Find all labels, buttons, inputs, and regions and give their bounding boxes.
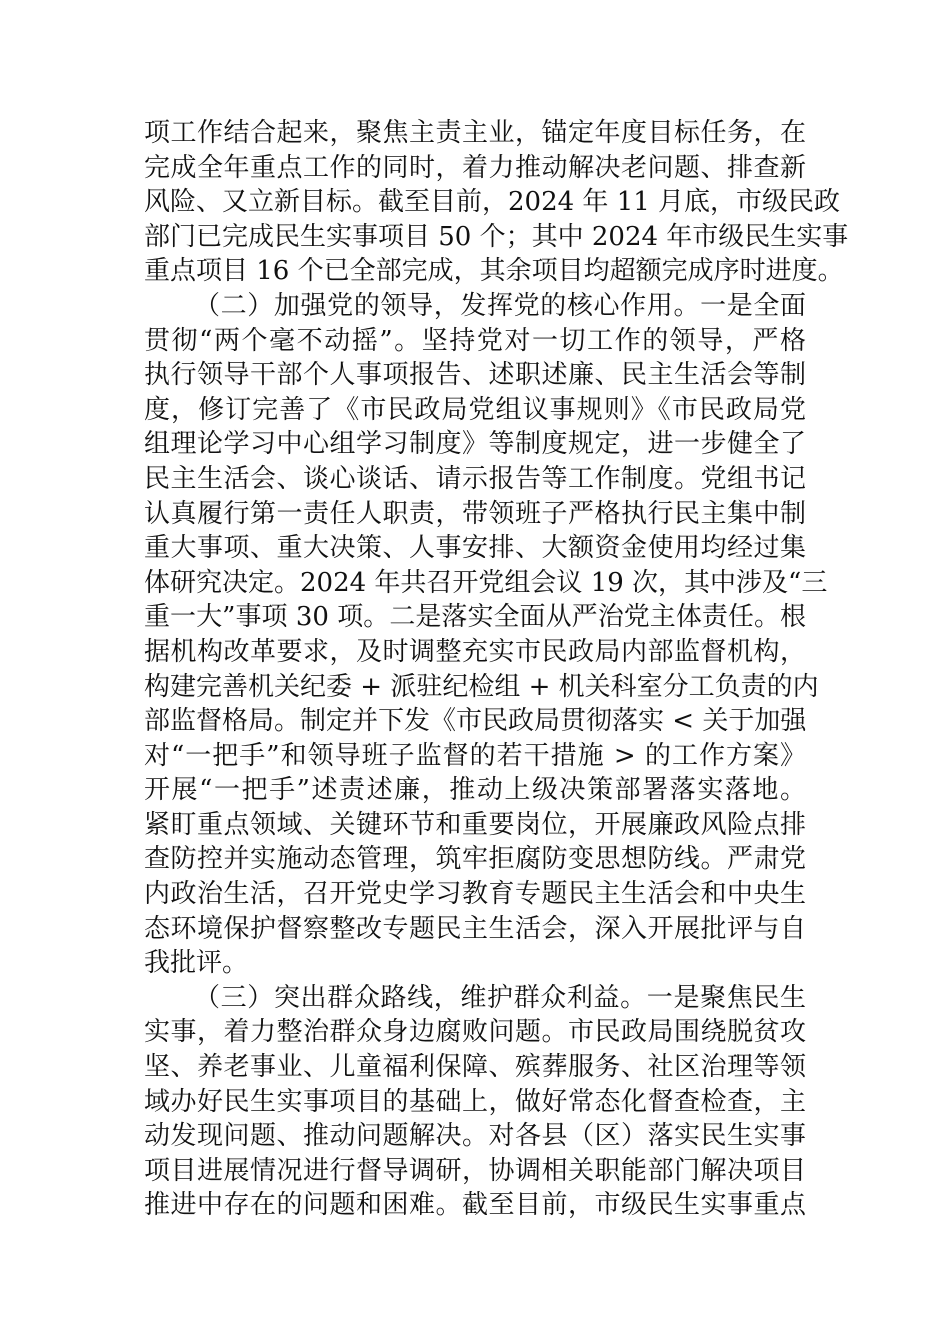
- text-line: 坚、养老事业、儿童福利保障、殡葬服务、社区治理等领: [144, 1052, 806, 1083]
- text-line: 重大事项、重大决策、人事安排、大额资金使用均经过集: [144, 533, 806, 564]
- text-line: 紧盯重点领域、关键环节和重要岗位，开展廉政风险点排: [144, 809, 806, 840]
- text-line: 执行领导干部个人事项报告、述职述廉、民主生活会等制: [144, 360, 806, 391]
- text-line: 重一大”事项 30 项。二是落实全面从严治党主体责任。根: [144, 602, 806, 633]
- text-line: 内政治生活，召开党史学习教育专题民主生活会和中央生: [144, 879, 806, 910]
- text-line: 完成全年重点工作的同时，着力推动解决老问题、排查新: [144, 152, 806, 183]
- text-line: 项目进展情况进行督导调研，协调相关职能部门解决项目: [144, 1155, 806, 1186]
- text-line: 动发现问题、推动问题解决。对各县（区）落实民生实事: [144, 1121, 806, 1152]
- text-line: 构建完善机关纪委 + 派驻纪检组 + 机关科室分工负责的内: [144, 671, 819, 702]
- text-line: 实事，着力整治群众身边腐败问题。市民政局围绕脱贫攻: [144, 1017, 806, 1048]
- document-body: [144, 116, 849, 1223]
- text-line: 开展“一把手”述责述廉，推动上级决策部署落实落地。: [144, 775, 806, 806]
- text-line: 态环境保护督察整改专题民主生活会，深入开展批评与自: [144, 913, 806, 944]
- text-line: 部门已完成民生实事项目 50 个；其中 2024 年市级民生实事: [144, 221, 849, 252]
- text-line: 体研究决定。2024 年共召开党组会议 19 次，其中涉及“三: [144, 567, 828, 598]
- text-line: 据机构改革要求，及时调整充实市民政局内部监督机构，: [144, 636, 806, 667]
- text-line: 认真履行第一责任人职责，带领班子严格执行民主集中制: [144, 498, 806, 529]
- text-line: 项工作结合起来，聚焦主责主业，锚定年度目标任务，在: [144, 118, 806, 148]
- text-line: 对“一把手”和领导班子监督的若干措施 > 的工作方案》: [144, 740, 806, 771]
- text-line: 重点项目 16 个已全部完成，其余项目均超额完成序时进度。: [144, 256, 844, 287]
- text-line: 贯彻“两个毫不动摇”。坚持党对一切工作的领导，严格: [144, 325, 806, 356]
- text-line: 度，修订完善了《市民政局党组议事规则》《市民政局党: [144, 394, 806, 425]
- section-heading-line: （三）突出群众路线，维护群众利益。一是聚焦民生: [194, 982, 806, 1013]
- text-line: 民主生活会、谈心谈话、请示报告等工作制度。党组书记: [144, 463, 806, 494]
- text-line: 组理论学习中心组学习制度》等制度规定，进一步健全了: [144, 429, 806, 460]
- text-line: 风险、又立新目标。截至目前，2024 年 11 月底，市级民政: [144, 187, 841, 218]
- text-line: 查防控并实施动态管理，筑牢拒腐防变思想防线。严肃党: [144, 844, 806, 875]
- text-line: 域办好民生实事项目的基础上，做好常态化督查检查，主: [144, 1086, 806, 1117]
- text-line: 推进中存在的问题和困难。截至目前，市级民生实事重点: [144, 1190, 806, 1221]
- text-line: 部监督格局。制定并下发《市民政局贯彻落实 < 关于加强: [144, 706, 807, 737]
- text-line: 我批评。: [144, 948, 249, 979]
- section-heading-line: （二）加强党的领导，发挥党的核心作用。一是全面: [194, 290, 806, 321]
